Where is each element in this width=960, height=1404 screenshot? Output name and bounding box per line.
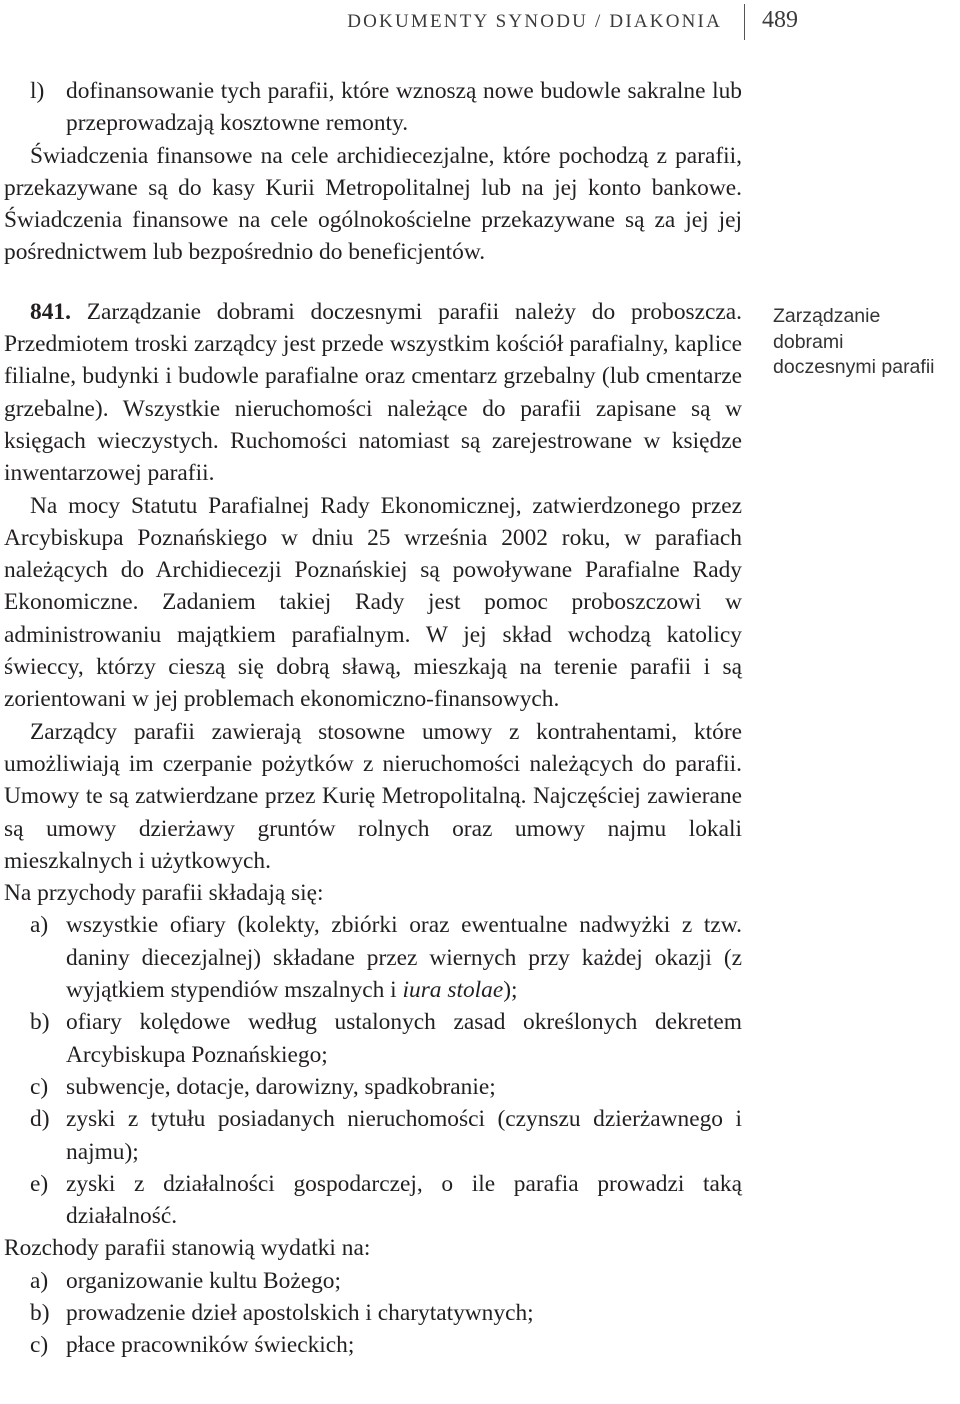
income-intro: Na przychody parafii składają się: bbox=[4, 880, 324, 907]
list-label: b) bbox=[30, 1299, 50, 1326]
header-divider bbox=[744, 4, 745, 40]
list-item bbox=[4, 1006, 742, 1071]
margin-note bbox=[773, 304, 958, 381]
list-text: subwencje, dotacje, darowizny, spadkobranie; bbox=[66, 1073, 496, 1100]
list-label: l) bbox=[30, 78, 45, 104]
paragraph: Na mocy Statutu Parafialnej Rady Ekonomicznej, zatwierdzonego przez Arcybiskupa Poznańskiego w dniu 25 września 2002 roku, w parafiach należących do Archidiecezji Poznańskiej są powoływane Parafialne Rady Ekonomiczne. Zadaniem takiej Rady jest pomoc proboszczowi w administrowaniu majątkiem parafialnym. W jej skład wchodzą katolicy świeccy, którzy cieszą się dobrą sławą, mieszkają na terenie parafii i są zorientowani w jej problemach ekonomiczno-finansowych. bbox=[4, 492, 742, 713]
list-item bbox=[4, 1168, 742, 1233]
list-item bbox=[4, 1071, 742, 1103]
margin-note-line: dobrami bbox=[773, 330, 844, 353]
paragraph-text: Świadczenia finansowe na cele archidiecezjalne, które pochodzą z parafii, przekazywane są do kasy Kurii Metropolitalnej lub na jej konto bankowe. bbox=[4, 142, 742, 201]
running-title: DOKUMENTY SYNODU / DIAKONIA bbox=[347, 11, 722, 32]
page-header bbox=[0, 0, 960, 50]
list-text bbox=[66, 909, 742, 1006]
list-item bbox=[4, 1103, 742, 1168]
list-item bbox=[4, 75, 742, 140]
list-label: a) bbox=[30, 912, 49, 939]
list-item bbox=[4, 1297, 742, 1329]
list-label: c) bbox=[30, 1073, 49, 1100]
list-text: zyski z tytułu posiadanych nieruchomości (czynszu dzierżawnego i najmu); bbox=[66, 1106, 742, 1165]
list-text: płace pracowników świeckich; bbox=[66, 1332, 355, 1359]
list-text: prowadzenie dzieł apostolskich i charytatywnych; bbox=[66, 1299, 534, 1326]
section-number: 841. bbox=[30, 298, 71, 325]
section-841 bbox=[4, 296, 742, 490]
list-text: organizowanie kultu Bożego; bbox=[66, 1267, 341, 1294]
list-text: zyski z działalności gospodarczej, o ile parafia prowadzi taką działalność. bbox=[66, 1170, 742, 1230]
expense-intro: Rozchody parafii stanowią wydatki na: bbox=[4, 1235, 371, 1262]
list-label: e) bbox=[30, 1170, 49, 1197]
list-text-italic: iura stolae bbox=[402, 977, 504, 1004]
list-item bbox=[4, 1265, 742, 1297]
list-label: a) bbox=[30, 1267, 49, 1294]
list-text-end: ); bbox=[503, 977, 518, 1004]
list-text-main: wszystkie ofiary (kolekty, zbiórki oraz ewentualne nadwyżki z tzw. daniny diecezjalnej) składane przez wiernych przy każdej okazji (z wyjątkiem stypendiów mszalnych i bbox=[66, 912, 742, 1004]
list-item bbox=[4, 1329, 742, 1361]
list-item bbox=[4, 909, 742, 1006]
list-label: b) bbox=[30, 1009, 50, 1036]
list-label: d) bbox=[30, 1106, 50, 1133]
paragraph bbox=[4, 140, 742, 269]
list-label: c) bbox=[30, 1332, 49, 1359]
main-text bbox=[4, 75, 742, 1362]
page-number: 489 bbox=[762, 7, 798, 33]
list-text: ofiary kolędowe według ustalonych zasad określonych dekretem Arcybiskupa Poznańskiego; bbox=[66, 1009, 742, 1068]
paragraph-text: Świadczenia finansowe na cele ogólnokościelne przekazywane są za jej jej pośrednictwem lub bezpośrednio do beneficjentów. bbox=[4, 207, 742, 266]
margin-note-line: doczesnymi parafii bbox=[773, 356, 935, 378]
margin-note-line: Zarządzanie bbox=[773, 305, 881, 327]
section-text: Zarządzanie dobrami doczesnymi parafii należy do proboszcza. Przedmiotem troski zarządcy jest przede wszystkim kościół parafialny, kaplice filialne, budynki i budowle parafialne oraz cmentarz grzebalny (lub cmentarze grzebalne). Wszystkie nieruchomości należące do parafii zapisane są w księgach wieczystych. Ruchomości natomiast są zarejestrowane w księdze inwentarzowej parafii. bbox=[4, 298, 742, 487]
paragraph: Zarządcy parafii zawierają stosowne umowy z kontrahentami, które umożliwiają im czerpanie pożytków z nieruchomości należących do parafii. Umowy te są zatwierdzane przez Kurię Metropolitalną. Najczęściej zawierane są umowy dzierżawy gruntów rolnych oraz umowy najmu lokali mieszkalnych i użytkowych. bbox=[4, 718, 742, 874]
list-text: dofinansowanie tych parafii, które wznoszą nowe budowle sakralne lub przeprowadzają kosztowne remonty. bbox=[66, 78, 742, 137]
